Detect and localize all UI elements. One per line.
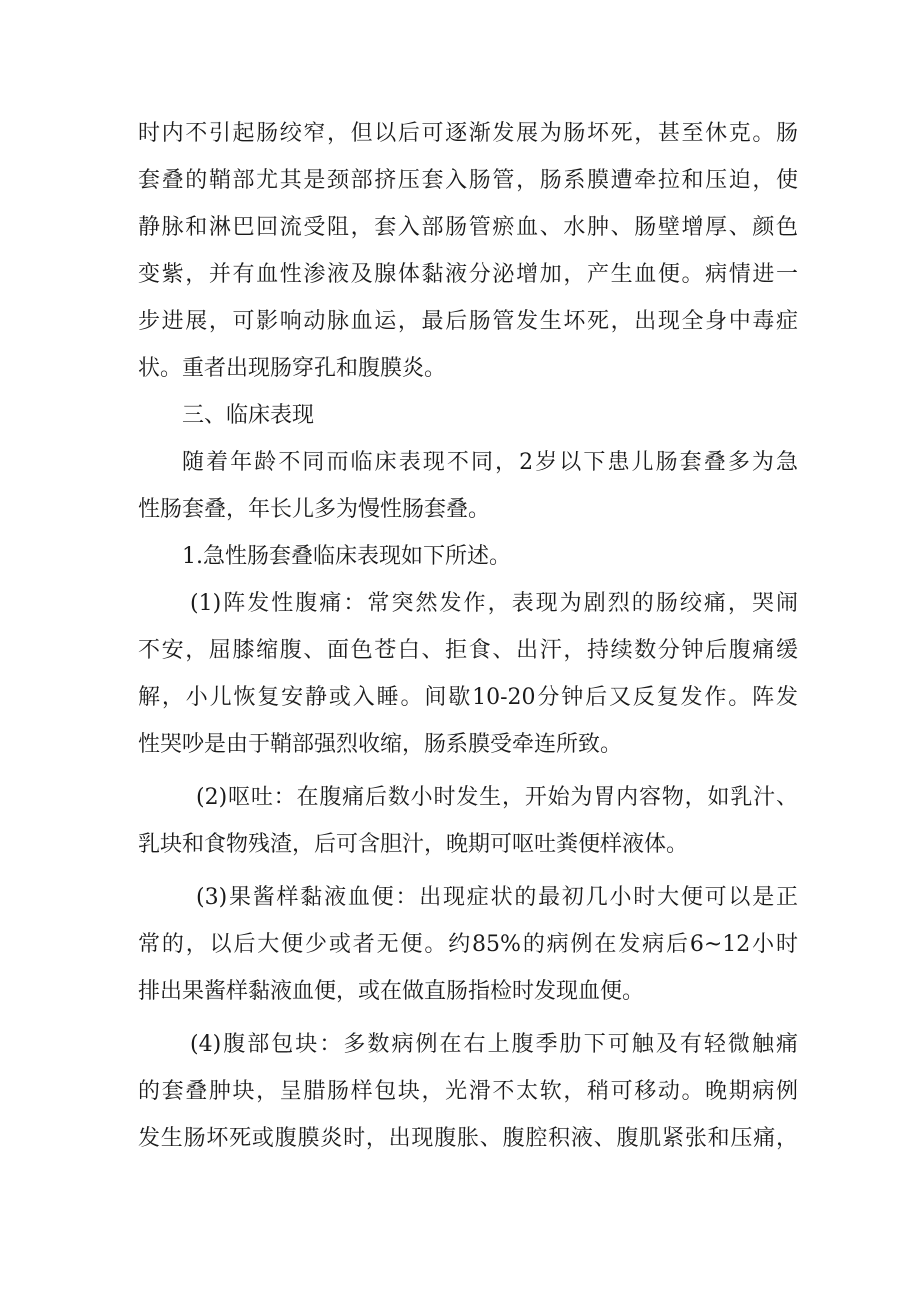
paragraph-line: (4)腹部包块：多数病例在右上腹季肋下可触及有轻微触痛 xyxy=(190,1032,798,1057)
paragraph-line: 不安，屈膝缩腹、面色苍白、拒食、出汗，持续数分钟后腹痛缓 xyxy=(138,638,798,663)
paragraph-line: 变紫，并有血性渗液及腺体黏液分泌增加，产生血便。病情进一 xyxy=(138,262,798,287)
paragraph-line: 套叠的鞘部尤其是颈部挤压套入肠管，肠系膜遭牵拉和压迫，使 xyxy=(138,168,798,193)
paragraph-line: (2)呕吐：在腹痛后数小时发生，开始为胃内容物，如乳汁、 xyxy=(196,785,798,810)
paragraph-line: 解，小儿恢复安静或入睡。间歇10-20分钟后又反复发作。阵发 xyxy=(138,685,798,710)
paragraph-line: 状。重者出现肠穿孔和腹膜炎。 xyxy=(138,356,447,381)
paragraph-line: 性哭吵是由于鞘部强烈收缩，肠系膜受牵连所致。 xyxy=(138,732,623,757)
paragraph-line: 乳块和食物残渣，后可含胆汁，晚期可呕吐粪便样液体。 xyxy=(138,832,689,857)
section-heading: 三、临床表现 xyxy=(182,403,315,428)
paragraph-line: 的套叠肿块，呈腊肠样包块，光滑不太软，稍可移动。晚期病例 xyxy=(138,1079,798,1104)
paragraph-line: 时内不引起肠绞窄，但以后可逐渐发展为肠坏死，甚至休克。肠 xyxy=(138,121,798,146)
paragraph-line: 随着年龄不同而临床表现不同，2岁以下患儿肠套叠多为急 xyxy=(182,450,798,475)
paragraph-line: 步进展，可影响动脉血运，最后肠管发生坏死，出现全身中毒症 xyxy=(138,309,798,334)
paragraph-line: (1)阵发性腹痛：常突然发作，表现为剧烈的肠绞痛，哭闹 xyxy=(190,591,798,616)
paragraph-line: 排出果酱样黏液血便，或在做直肠指检时发现血便。 xyxy=(138,979,645,1004)
paragraph-line: 常的，以后大便少或者无便。约85%的病例在发病后6~12小时 xyxy=(138,932,798,957)
paragraph-line: 静脉和淋巴回流受阻，套入部肠管瘀血、水肿、肠壁增厚、颜色 xyxy=(138,215,798,240)
paragraph-line: 发生肠坏死或腹膜炎时，出现腹胀、腹腔积液、腹肌紧张和压痛， xyxy=(138,1126,798,1151)
paragraph-line: 性肠套叠，年长儿多为慢性肠套叠。 xyxy=(138,497,491,522)
numbered-item-heading: 1.急性肠套叠临床表现如下所述。 xyxy=(182,544,511,569)
paragraph-line: (3)果酱样黏液血便：出现症状的最初几小时大便可以是正 xyxy=(196,885,798,910)
document-body xyxy=(138,110,798,1162)
